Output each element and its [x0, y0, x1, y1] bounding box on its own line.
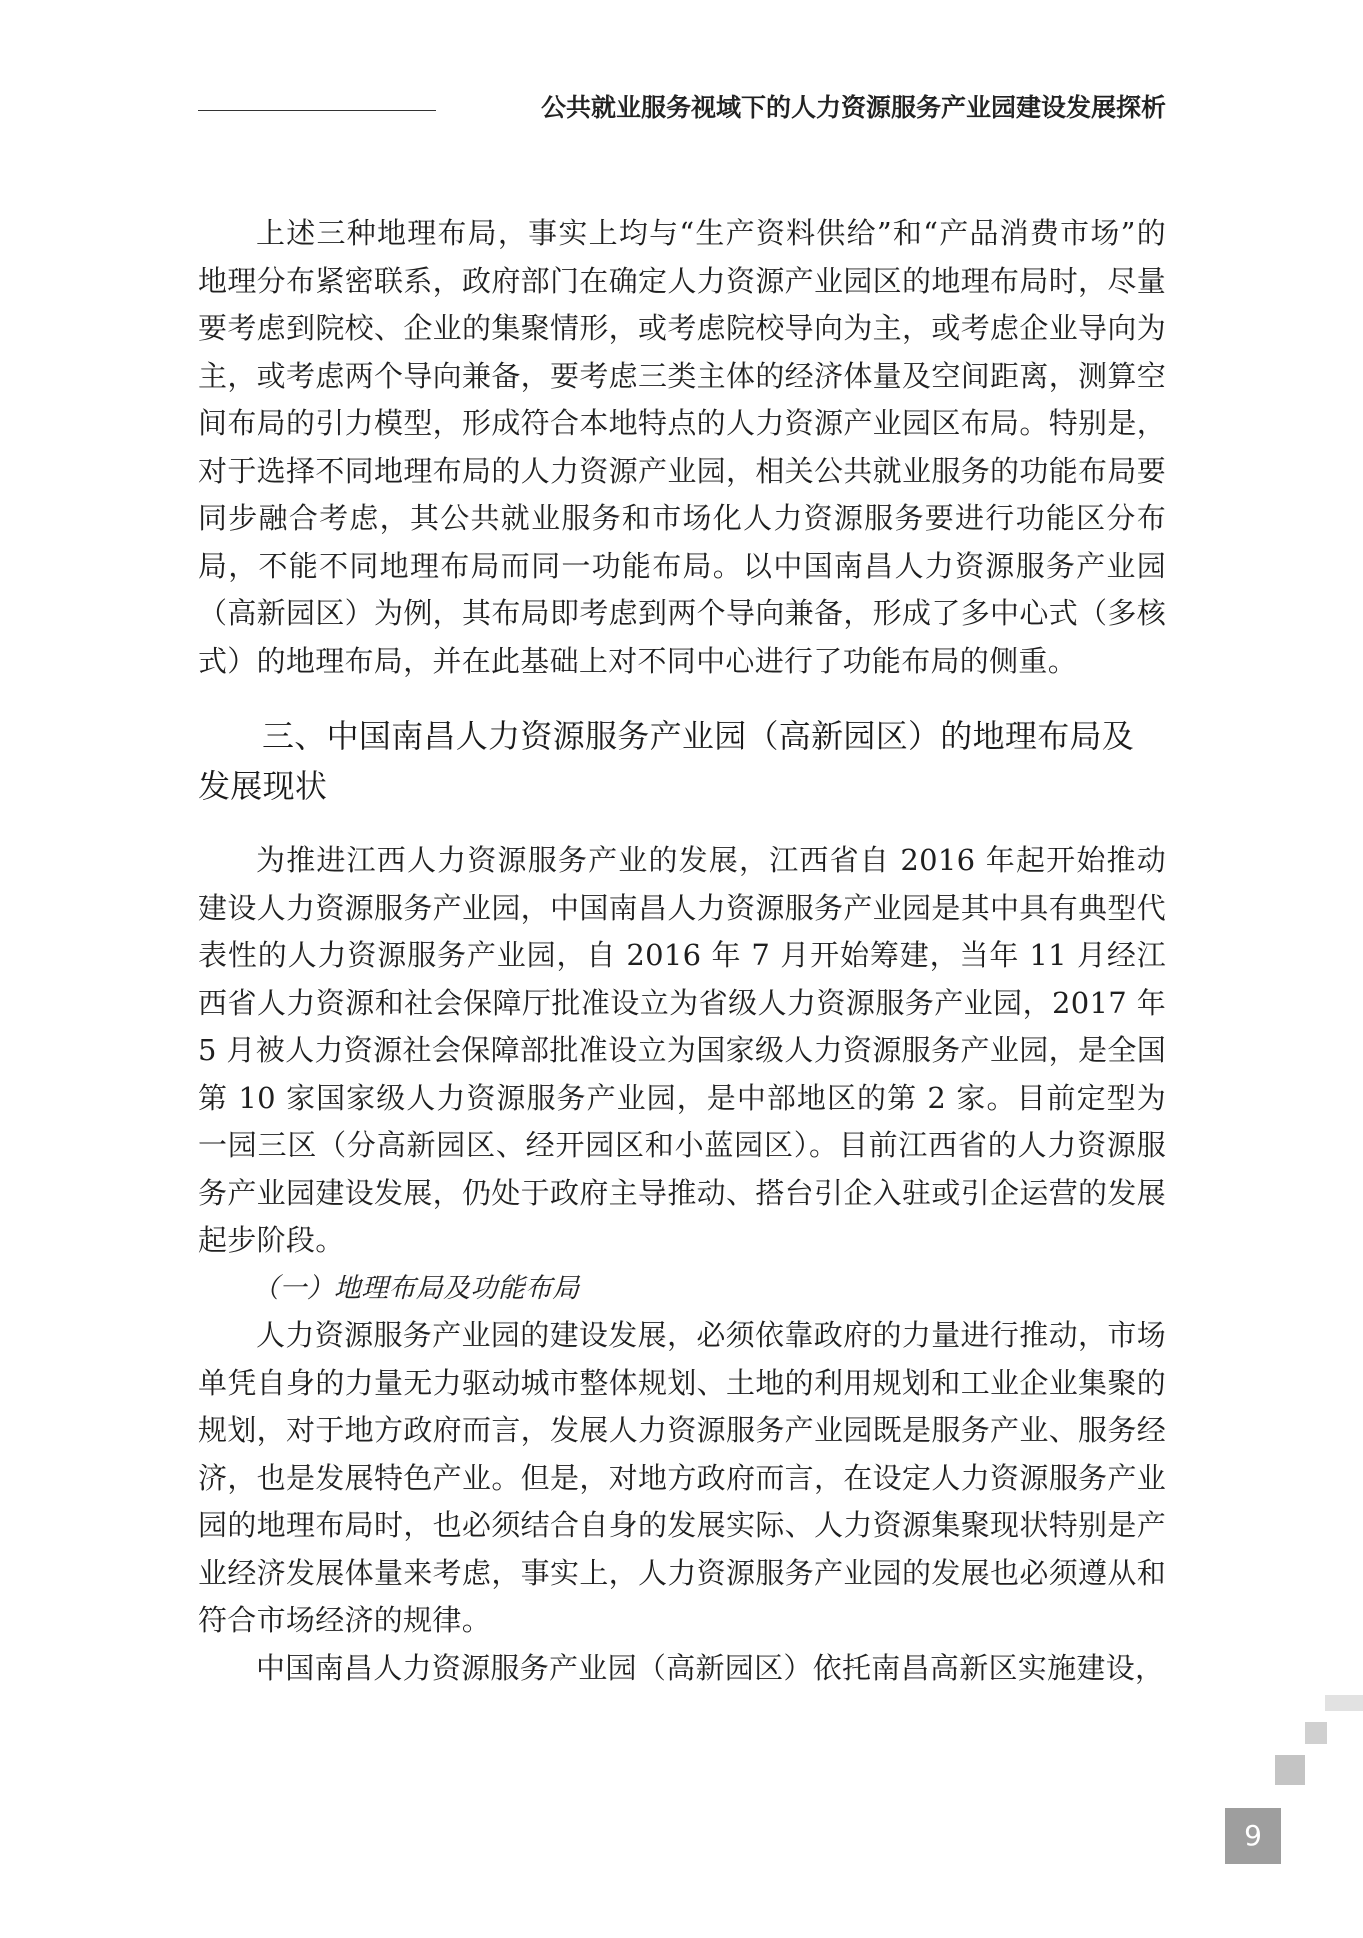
paragraph: 为推进江西人力资源服务产业的发展，江西省自 2016 年起开始推动建设人力资源服务产业园，中国南昌人力资源服务产业园是其中具有典型代表性的人力资源服务产业园，自 2016 年 7 月开始筹建，当年 11 月经江西省人力资源和社会保障厅批准设立为省级人力资源服务产业园，2017 年 5 月被人力资源社会保障部批准设立为国家级人力资源服务产业园，是全国第 10 家国家级人力资源服务产业园，是中部地区的第 2 家。目前定型为一园三区（分高新园区、经开园区和小蓝园区）。目前江西省的人力资源服务产业园建设发展，仍处于政府主导推动、搭台引企入驻或引企运营的发展起步阶段。	[198, 843, 1166, 1257]
decorative-square	[1325, 1695, 1363, 1711]
paragraph: 上述三种地理布局，事实上均与“生产资料供给”和“产品消费市场”的地理分布紧密联系，政府部门在确定人力资源产业园区的地理布局时，尽量要考虑到院校、企业的集聚情形，或考虑院校导向为主，或考虑企业导向为主，或考虑两个导向兼备，要考虑三类主体的经济体量及空间距离，测算空间布局的引力模型，形成符合本地特点的人力资源产业园区布局。特别是，对于选择不同地理布局的人力资源产业园，相关公共就业服务的功能布局要同步融合考虑，其公共就业服务和市场化人力资源服务要进行功能区分布局，不能不同地理布局而同一功能布局。以中国南昌人力资源服务产业园（高新园区）为例，其布局即考虑到两个导向兼备，形成了多中心式（多核式）的地理布局，并在此基础上对不同中心进行了功能布局的侧重。	[198, 216, 1166, 678]
main-text	[198, 210, 1166, 1692]
decorative-square	[1305, 1722, 1327, 1744]
page-number: 9	[1225, 1808, 1281, 1864]
decorative-square	[1275, 1755, 1305, 1785]
running-header-title: 公共就业服务视域下的人力资源服务产业园建设发展探析	[540, 93, 1166, 122]
paragraph: 中国南昌人力资源服务产业园（高新园区）依托南昌高新区实施建设，	[256, 1650, 1165, 1685]
running-header	[198, 88, 1166, 128]
subsection-heading: （一）地理布局及功能布局	[252, 1272, 580, 1304]
paragraph: 人力资源服务产业园的建设发展，必须依靠政府的力量进行推动，市场单凭自身的力量无力驱动城市整体规划、土地的利用规划和工业企业集聚的规划，对于地方政府而言，发展人力资源服务产业园既是服务产业、服务经济，也是发展特色产业。但是，对地方政府而言，在设定人力资源服务产业园的地理布局时，也必须结合自身的发展实际、人力资源集聚现状特别是产业经济发展体量来考虑，事实上，人力资源服务产业园的发展也必须遵从和符合市场经济的规律。	[198, 1318, 1166, 1637]
header-rule	[198, 110, 436, 111]
section-heading: 三、中国南昌人力资源服务产业园（高新园区）的地理布局及发展现状	[198, 717, 1135, 805]
